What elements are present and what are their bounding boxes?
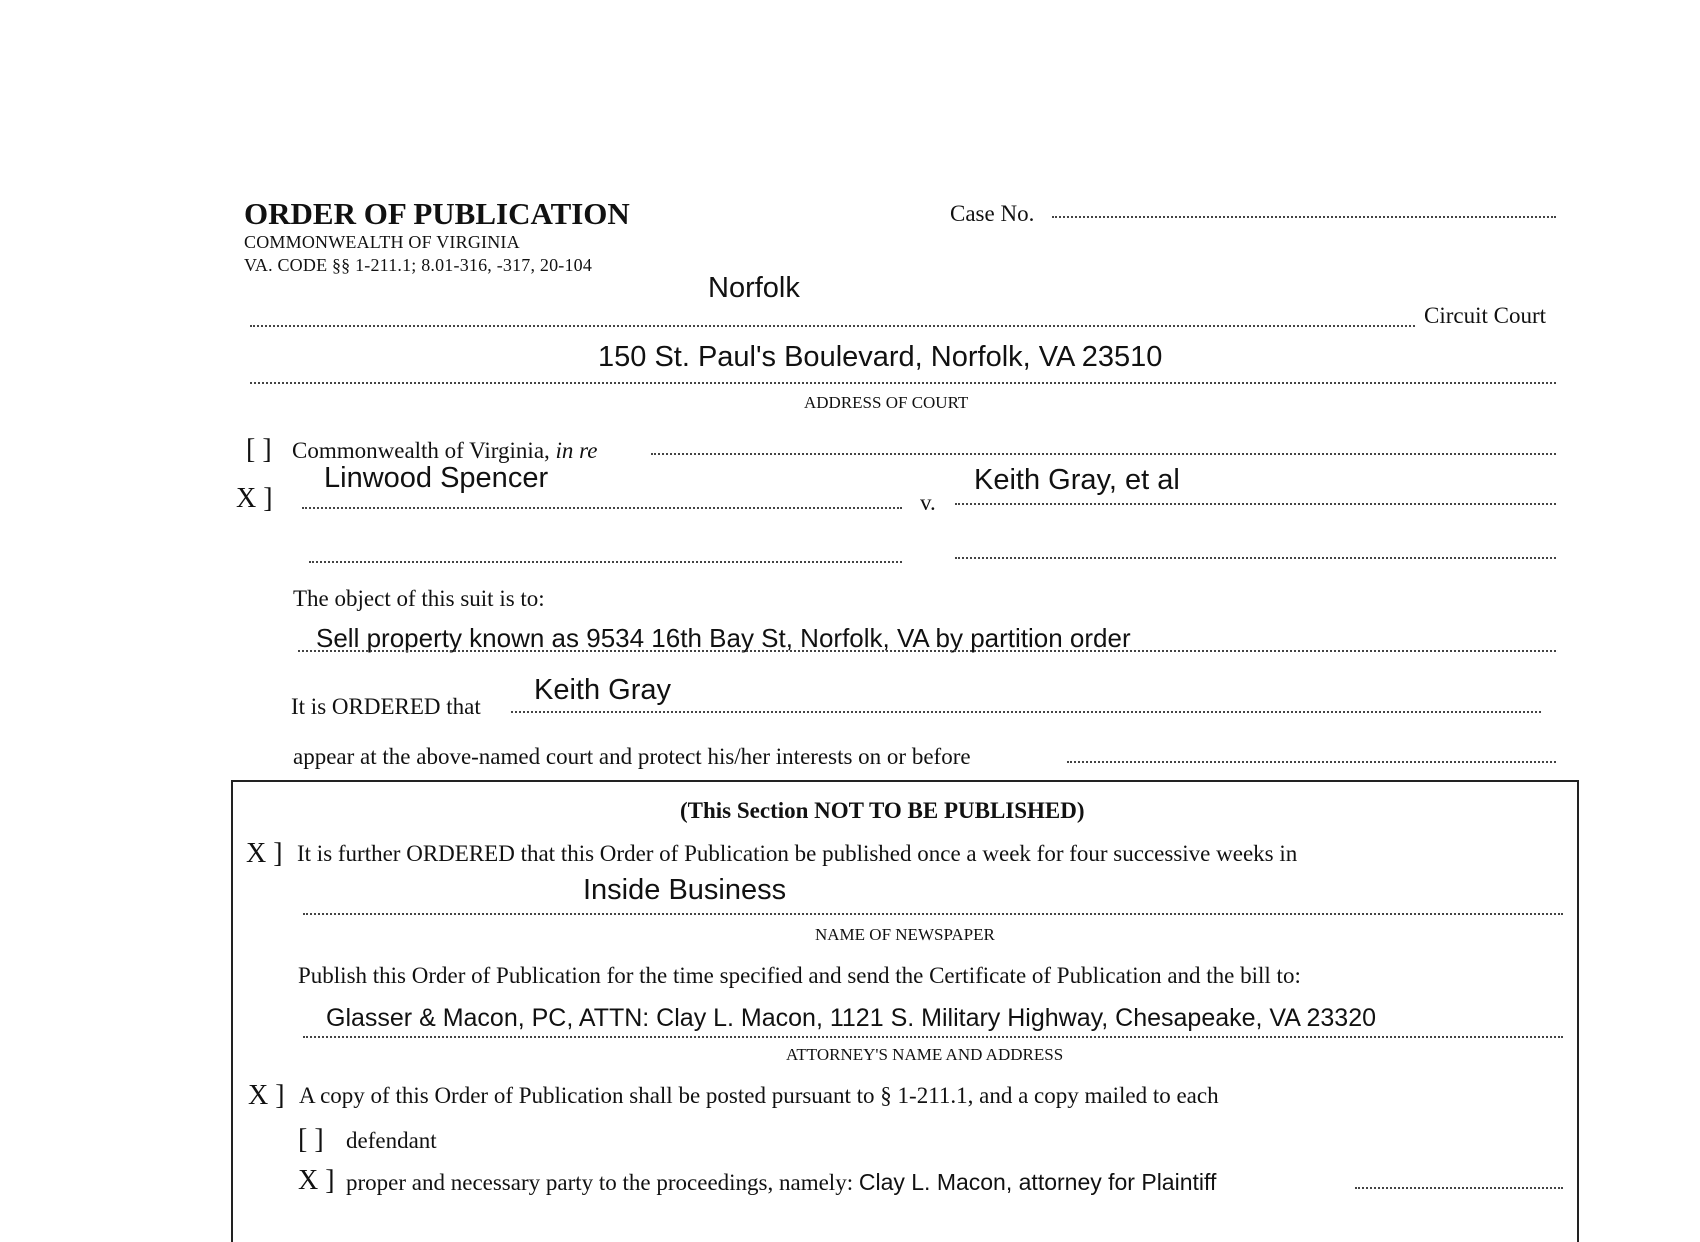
court-name[interactable]: Norfolk xyxy=(708,272,800,304)
in-re-label: in re xyxy=(555,438,598,463)
defendant-name[interactable]: Keith Gray, et al xyxy=(974,464,1180,496)
court-address[interactable]: 150 St. Paul's Boulevard, Norfolk, VA 23510 xyxy=(598,341,1163,373)
case-no-label: Case No. xyxy=(950,201,1035,226)
address-caption: ADDRESS OF COURT xyxy=(804,393,969,412)
newspaper-line xyxy=(303,913,1563,915)
jurisdiction-label: COMMONWEALTH OF VIRGINIA xyxy=(244,232,520,252)
court-name-line xyxy=(250,325,1415,327)
plaintiff-line-2[interactable] xyxy=(309,561,902,563)
object-line xyxy=(298,650,1556,652)
appear-date-field[interactable] xyxy=(1067,761,1556,763)
unpublished-heading: (This Section NOT TO BE PUBLISHED) xyxy=(680,798,1085,823)
defendant-option-label: defendant xyxy=(346,1128,437,1153)
plaintiff-line xyxy=(302,507,902,509)
commonwealth-checkbox[interactable]: [ ] xyxy=(246,434,272,465)
attorney-caption: ATTORNEY'S NAME AND ADDRESS xyxy=(786,1045,1064,1064)
defendant-checkbox[interactable]: [ ] xyxy=(298,1124,324,1155)
plaintiff-name[interactable]: Linwood Spencer xyxy=(324,462,549,494)
party-checkbox[interactable]: X ] xyxy=(298,1165,335,1196)
versus-label: v. xyxy=(920,490,936,515)
object-label: The object of this suit is to: xyxy=(293,586,545,611)
publish-instructions: Publish this Order of Publication for the time specified and send the Certificate of Publication and the bill to: xyxy=(298,963,1301,988)
code-citation: VA. CODE §§ 1-211.1; 8.01-316, -317, 20-104 xyxy=(244,255,593,275)
party-option-label: proper and necessary party to the proceedings, namely: Clay L. Macon, attorney for Plaintiff xyxy=(346,1169,1217,1195)
ordered-label: It is ORDERED that xyxy=(291,694,481,719)
commonwealth-label: Commonwealth of Virginia, in re xyxy=(292,438,598,463)
copy-text: A copy of this Order of Publication shall be posted pursuant to § 1-211.1, and a copy mailed to each xyxy=(299,1083,1219,1108)
further-checkbox[interactable]: X ] xyxy=(246,838,283,869)
appear-text: appear at the above-named court and protect his/her interests on or before xyxy=(293,744,971,769)
in-re-field[interactable] xyxy=(651,453,1556,455)
defendant-line xyxy=(955,503,1556,505)
newspaper-caption: NAME OF NEWSPAPER xyxy=(815,925,995,944)
copy-checkbox[interactable]: X ] xyxy=(248,1080,285,1111)
court-address-line xyxy=(250,382,1556,384)
form-title: ORDER OF PUBLICATION xyxy=(244,196,630,231)
attorney-name-address[interactable]: Glasser & Macon, PC, ATTN: Clay L. Macon, 1121 S. Military Highway, Chesapeake, VA 23320 xyxy=(326,1004,1376,1032)
newspaper-name[interactable]: Inside Business xyxy=(583,874,787,906)
object-text[interactable]: Sell property known as 9534 16th Bay St, Norfolk, VA by partition order xyxy=(316,623,1131,653)
versus-checkbox[interactable]: X ] xyxy=(236,483,273,514)
case-no-field[interactable] xyxy=(1052,216,1556,218)
attorney-line xyxy=(303,1036,1563,1038)
defendant-line-2[interactable] xyxy=(955,557,1556,559)
ordered-party-line xyxy=(511,711,1541,713)
further-ordered-text: It is further ORDERED that this Order of Publication be published once a week for four successive weeks in xyxy=(297,841,1298,866)
circuit-court-label: Circuit Court xyxy=(1424,303,1547,328)
ordered-party[interactable]: Keith Gray xyxy=(534,674,671,706)
party-name-line xyxy=(1355,1187,1563,1189)
party-name[interactable]: Clay L. Macon, attorney for Plaintiff xyxy=(858,1169,1217,1195)
